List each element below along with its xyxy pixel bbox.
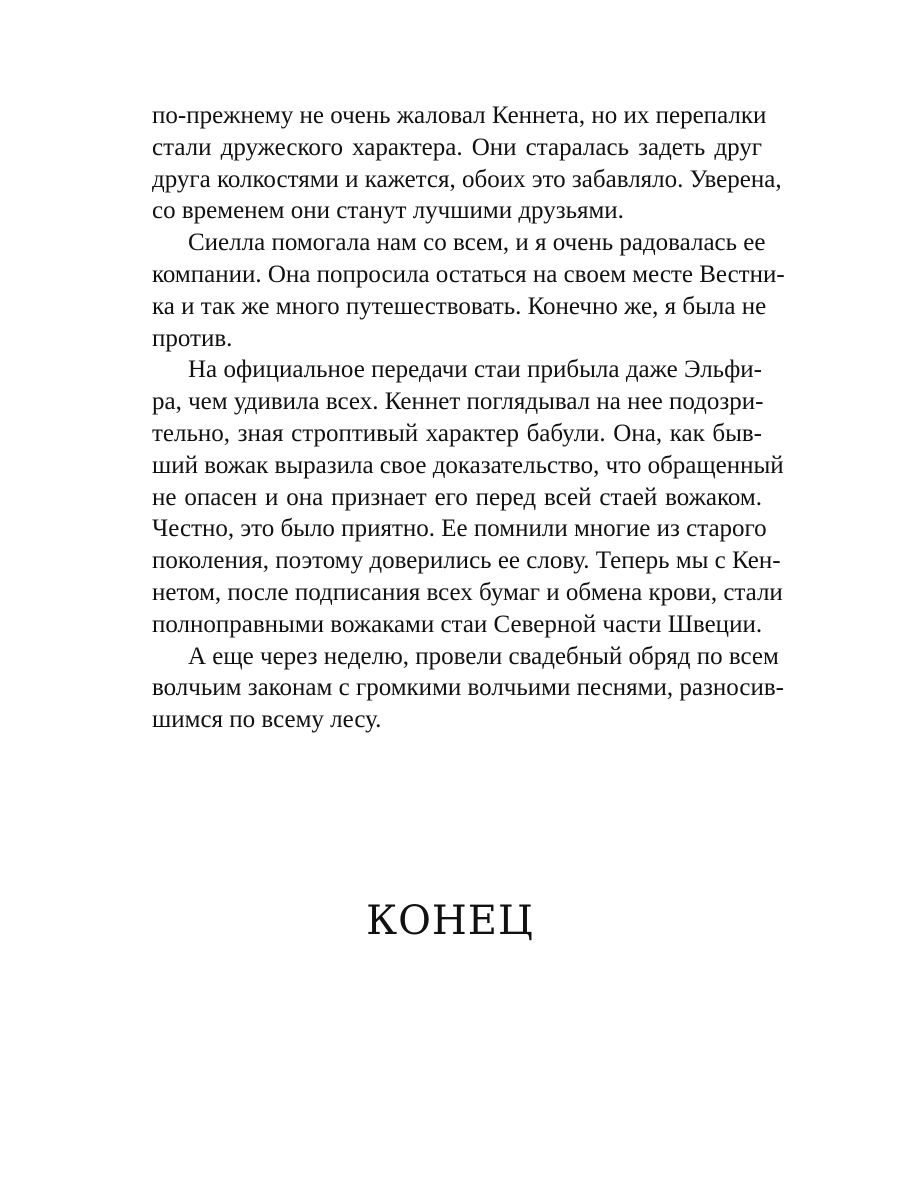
text-line: ший вожак выразила свое доказательство, что обращенный <box>152 451 784 479</box>
text-line: ра, чем удивила всех. Кеннет поглядывал на нее подозри- <box>152 388 764 416</box>
text-line: волчьим законам с громкими волчьими песнями, разносив- <box>152 674 784 702</box>
paragraph-4 <box>152 641 784 736</box>
text-line: тельно, зная строптивый характер бабули. Она, как быв- <box>152 419 762 447</box>
ending-title: КОНЕЦ <box>366 898 534 944</box>
text-line: не опасен и она признает его перед всей стаей вожаком. <box>152 483 762 511</box>
text-line: А еще через неделю, провели свадебный обряд по всем <box>188 642 779 670</box>
text-line: На официальное передачи стаи прибыла даже Эльфи- <box>188 356 762 384</box>
text-line: поколения, поэтому доверились ее слову. Теперь мы с Кен- <box>152 547 781 575</box>
text-line: со временем они станут лучшими друзьями. <box>152 197 624 225</box>
paragraph-1 <box>152 100 782 227</box>
text-line: шимся по всему лесу. <box>152 706 382 734</box>
text-line: стали дружеского характера. Они старалась задеть друг <box>152 133 762 161</box>
paragraph-3 <box>152 354 784 640</box>
text-line: ка и так же много путешествовать. Конечно же, я была не <box>152 292 767 320</box>
text-line: Честно, это было приятно. Ее помнили многие из старого <box>152 515 767 543</box>
text-line: компании. Она попросила остаться на своем месте Вестни- <box>152 260 785 288</box>
text-line: друга колкостями и кажется, обоих это забавляло. Уверена, <box>152 165 782 193</box>
text-line: по-прежнему не очень жаловал Кеннета, но их перепалки <box>152 102 767 129</box>
body-text <box>152 100 785 736</box>
text-line: полноправными вожаками стаи Северной части Швеции. <box>152 610 763 638</box>
text-line: против. <box>152 324 233 352</box>
text-line: Сиелла помогала нам со всем, и я очень радовалась ее <box>188 229 766 257</box>
paragraph-2 <box>152 227 785 354</box>
text-line: нетом, после подписания всех бумаг и обмена крови, стали <box>152 578 783 606</box>
